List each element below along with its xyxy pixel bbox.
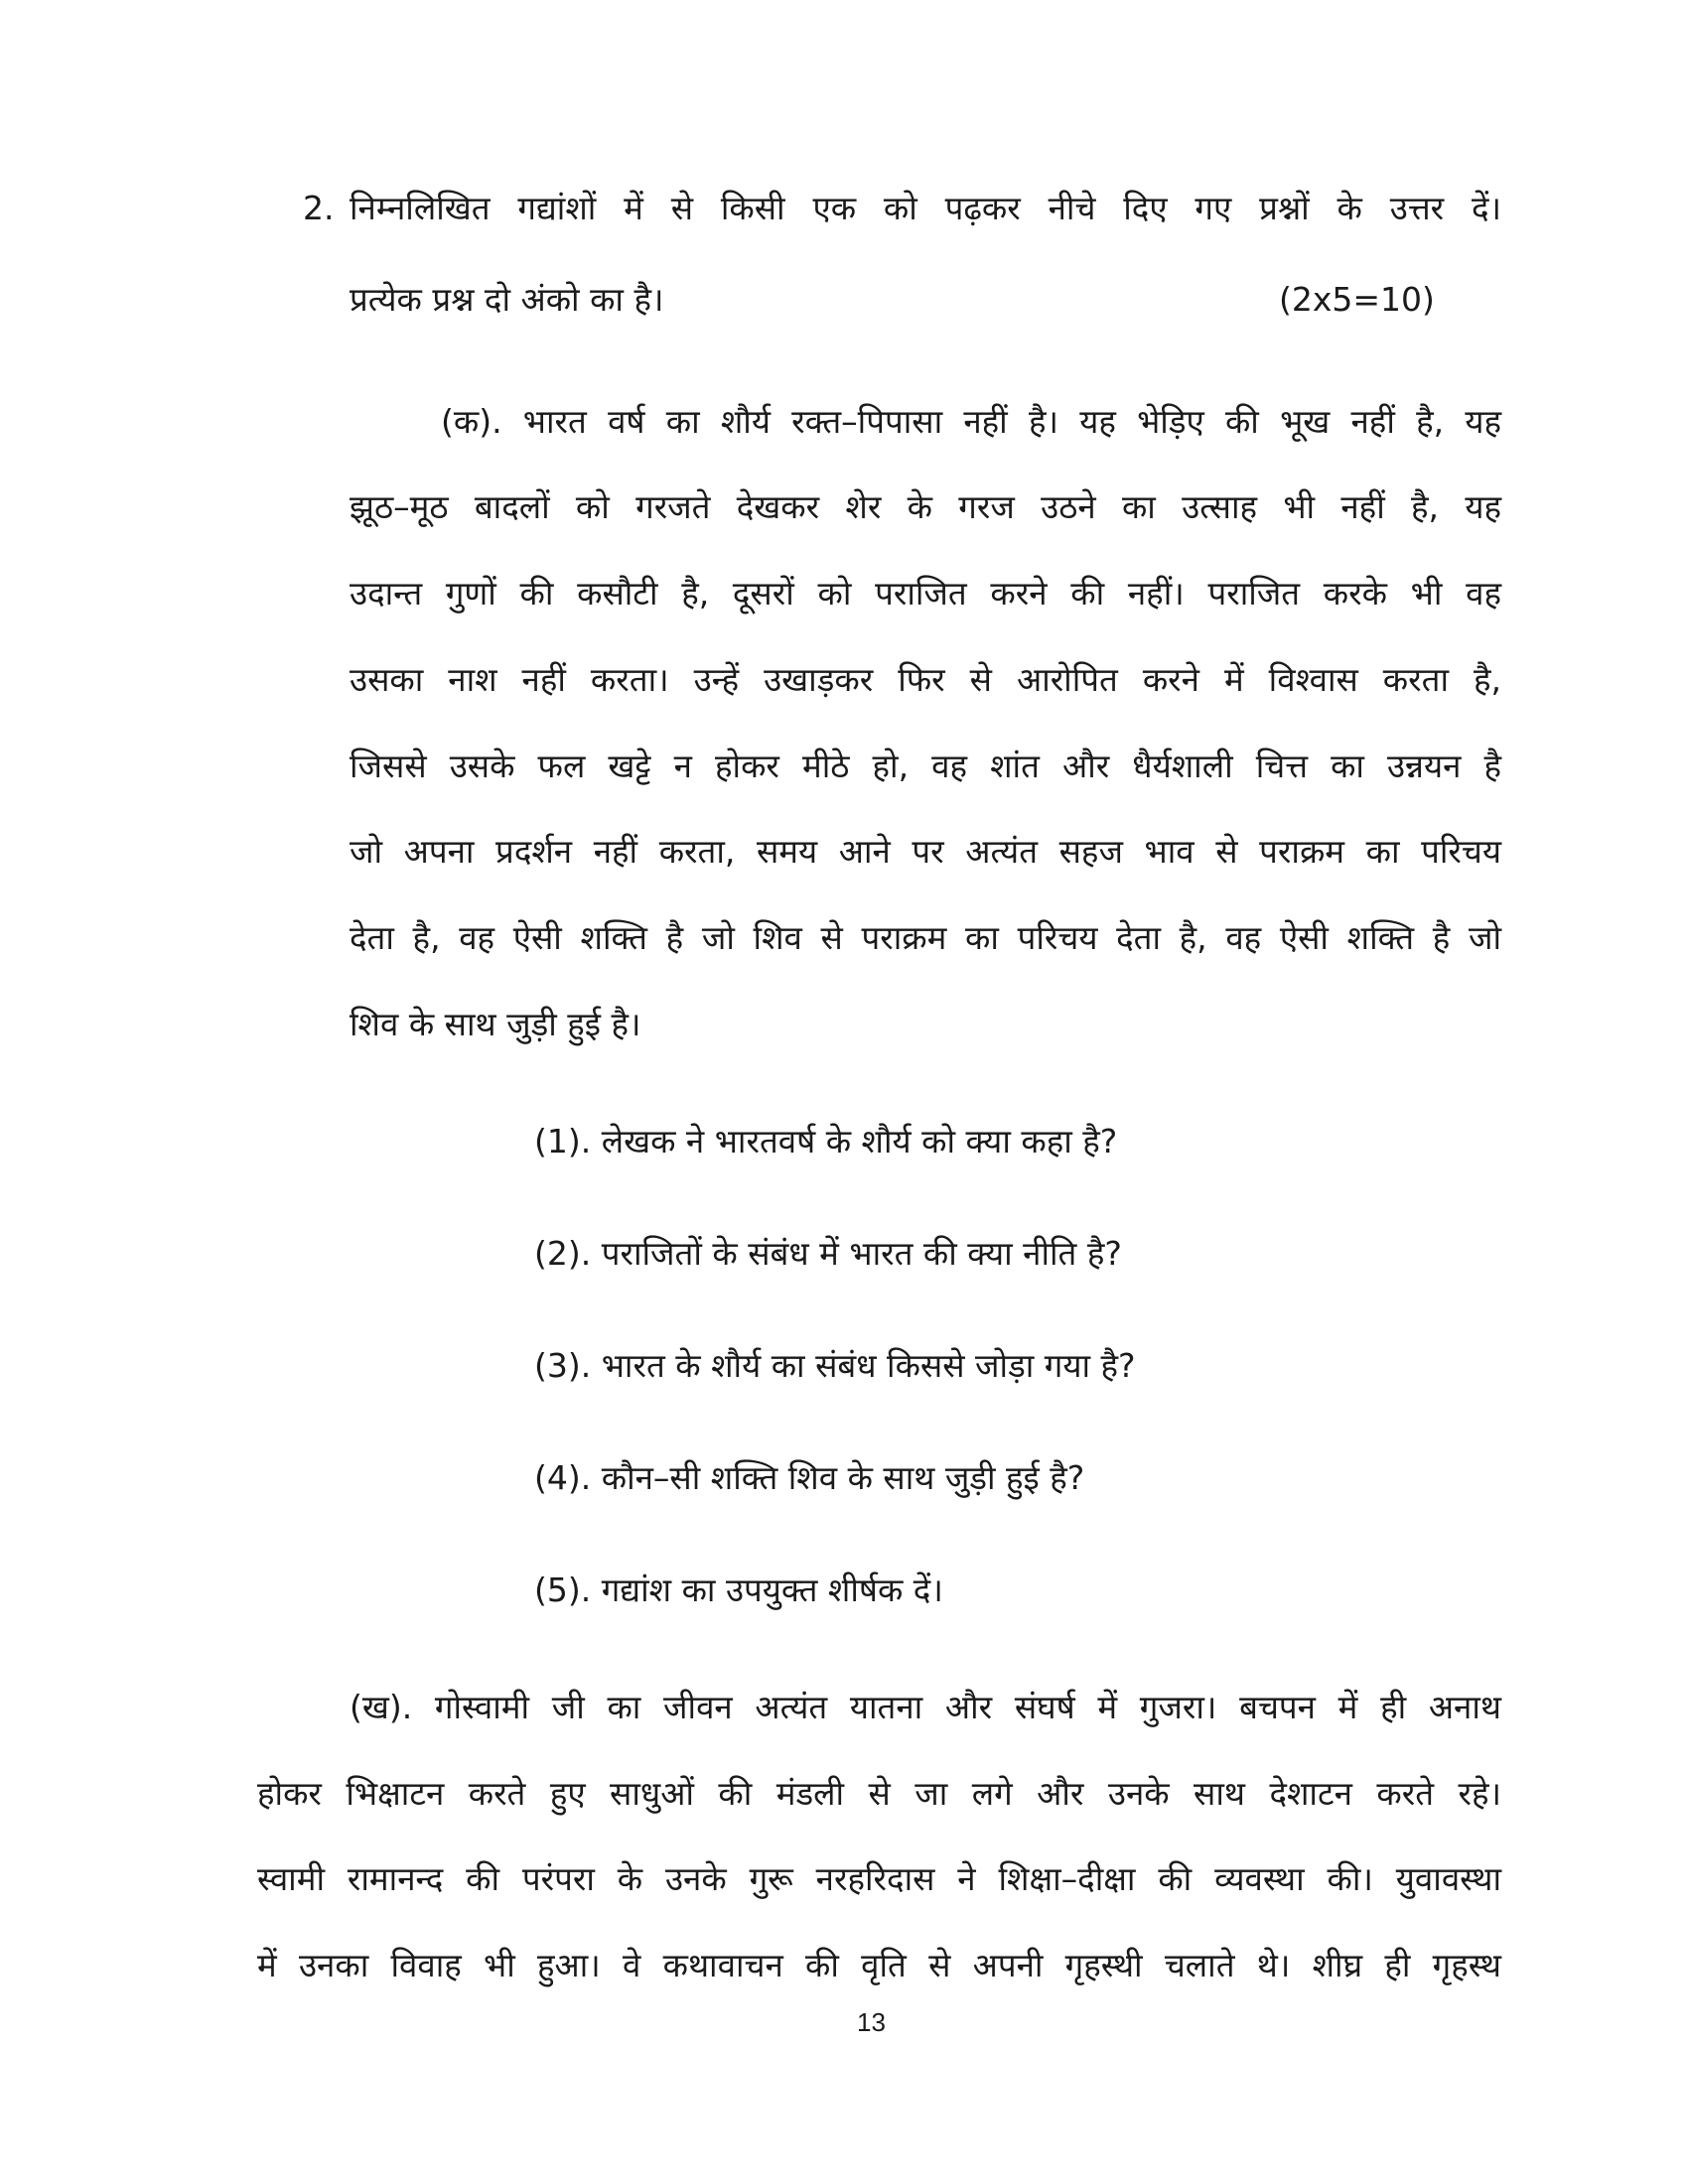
page-number: 13 (857, 2007, 886, 2037)
passage-ka-line: देता है, वह ऐसी शक्ति है जो शिव से पराक्रम का परिचय देता है, वह ऐसी शक्ति है जो (350, 918, 1501, 957)
question-item: (2). पराजितों के संबंध में भारत की क्या नीति है? (534, 1234, 1122, 1273)
passage-kha-line: में उनका विवाह भी हुआ। वे कथावाचन की वृति से अपनी गृहस्थी चलाते थे। शीघ्र ही गृहस्थ (257, 1946, 1501, 1984)
passage-kha-line: (ख). गोस्वामी जी का जीवन अत्यंत यातना और संघर्ष में गुजरा। बचपन में ही अनाथ (350, 1688, 1501, 1726)
question-number: 2. (303, 189, 335, 227)
question-instruction-cont: प्रत्येक प्रश्न दो अंको का है। (350, 280, 664, 319)
passage-ka-line: उसका नाश नहीं करता। उन्हें उखाड़कर फिर से आरोपित करने में विश्वास करता है, (350, 660, 1501, 699)
question-item: (3). भारत के शौर्य का संबंध किससे जोड़ा गया है? (534, 1346, 1136, 1385)
passage-ka-line: जिससे उसके फल खट्टे न होकर मीठे हो, वह शांत और धैर्यशाली चित्त का उन्नयन है (350, 747, 1501, 785)
passage-ka-line: जो अपना प्रदर्शन नहीं करता, समय आने पर अत्यंत सहज भाव से पराक्रम का परिचय (350, 832, 1501, 871)
passage-ka-line: झूठ–मूठ बादलों को गरजते देखकर शेर के गरज उठने का उत्साह भी नहीं है, यह (350, 487, 1501, 526)
question-item: (5). गद्यांश का उपयुक्त शीर्षक दें। (534, 1570, 943, 1609)
question-item: (4). कौन–सी शक्ति शिव के साथ जुड़ी हुई है? (534, 1458, 1085, 1497)
question-marks: (2x5=10) (1279, 280, 1435, 319)
passage-kha-line: स्वामी रामानन्द की परंपरा के उनके गुरू नरहरिदास ने शिक्षा–दीक्षा की व्यवस्था की। युवावस्था (257, 1859, 1501, 1898)
passage-ka-line: (क). भारत वर्ष का शौर्य रक्त–पिपासा नहीं है। यह भेड़िए की भूख नहीं है, यह (441, 402, 1501, 441)
question-item: (1). लेखक ने भारतवर्ष के शौर्य को क्या कहा है? (534, 1122, 1118, 1160)
passage-ka-line: शिव के साथ जुड़ी हुई है। (350, 1005, 641, 1043)
passage-ka-line: उदान्त गुणों की कसौटी है, दूसरों को पराजित करने की नहीं। पराजित करके भी वह (350, 574, 1501, 613)
passage-kha-line: होकर भिक्षाटन करते हुए साधुओं की मंडली से जा लगे और उनके साथ देशाटन करते रहे। (257, 1774, 1501, 1813)
question-instruction: निम्नलिखित गद्यांशों में से किसी एक को पढ़कर नीचे दिए गए प्रश्नों के उत्तर दें। (350, 189, 1501, 227)
